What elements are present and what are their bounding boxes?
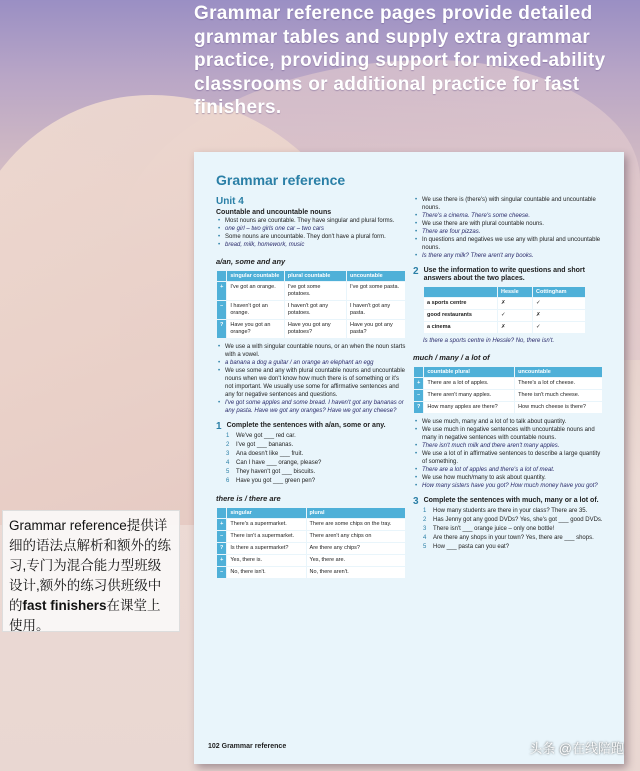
left-column xyxy=(216,196,406,579)
table-cell: Have you got an orange? xyxy=(227,320,284,338)
table-cell: Yes, there are. xyxy=(307,555,405,566)
sign-cell: – xyxy=(217,567,226,578)
unit-title: Unit 4 xyxy=(216,196,244,207)
table-header: countable plural xyxy=(424,367,514,377)
exercise-item: 4 Can I have ___ orange, please? xyxy=(226,460,322,466)
exercise-item: 1 We've got ___ red car. xyxy=(226,433,296,439)
watermark: 头条 @在线陪跑 xyxy=(529,741,624,756)
table-cell: There's a supermarket. xyxy=(227,519,305,530)
exercise-item: 5 They haven't got ___ biscuits. xyxy=(226,469,316,475)
exercise-instruction: Complete the sentences with a/an, some or any. xyxy=(226,422,386,429)
rule: • We use some and any with plural countable nouns and uncountable nouns when we don't know how much there is of something or it's not important. We usually use some for affirmative sentences and any for negative sentences and questions. xyxy=(216,367,406,399)
table-cell: I haven't got an orange. xyxy=(227,301,284,319)
rule: • Most nouns are countable. They have singular and plural forms. xyxy=(216,217,406,225)
exercise-heading: 3 Complete the sentences with much, many or a lot of. xyxy=(413,496,599,507)
table-header: Cottingham xyxy=(533,287,585,297)
table-cell: I haven't got any potatoes. xyxy=(285,301,346,319)
table-cell: There are some chips on the tray. xyxy=(307,519,405,530)
table-header: plural countable xyxy=(285,271,346,281)
rule: • We use much in negative sentences with uncountable nouns and many in negative sentences with countable nouns. xyxy=(413,426,603,442)
table-cell: I've got some potatoes. xyxy=(285,282,346,300)
table-header: uncountable xyxy=(347,271,405,281)
exercise-item: 1 How many students are there in your class? There are 35. xyxy=(423,508,588,514)
subheading: much / many / a lot of xyxy=(413,353,490,362)
sign-cell: – xyxy=(217,301,226,319)
table-cell: ✓ xyxy=(533,298,585,309)
headline: Grammar reference pages provide detailed grammar tables and supply extra grammar practice, providing support for mixed-ability classrooms or additional practice for fast finishers. xyxy=(194,3,606,118)
rule: • We use there are with plural countable nouns. xyxy=(413,220,603,228)
table-cell: No, there isn't. xyxy=(227,567,305,578)
exercise-item: 5 How ___ pasta can you eat? xyxy=(423,544,510,550)
table-cell: Have you got any pasta? xyxy=(347,320,405,338)
rule: • We use a with singular countable nouns, or an when the noun starts with a vowel. xyxy=(216,343,406,359)
example: • There isn't much milk and there aren't many apples. xyxy=(413,442,603,450)
table-cell: I haven't got any pasta. xyxy=(347,301,405,319)
subheading: a/an, some and any xyxy=(216,257,286,266)
sign-cell: + xyxy=(217,282,226,300)
exercise-heading: 2 Use the information to write questions and short answers about the two places. xyxy=(413,267,603,283)
table-cell: How many apples are there? xyxy=(424,402,514,413)
sign-cell: ? xyxy=(217,543,226,554)
table-cell: There are a lot of apples. xyxy=(424,378,514,389)
table-cell: ✗ xyxy=(533,310,585,321)
exercise-item: 2 I've got ___ bananas. xyxy=(226,442,294,448)
table-cell: I've got an orange. xyxy=(227,282,284,300)
example: • There's a cinema. There's some cheese. xyxy=(413,212,603,220)
example: • There are four pizzas. xyxy=(413,228,603,236)
rule: • In questions and negatives we use any with plural and uncountable nouns. xyxy=(413,236,603,252)
table-header: plural xyxy=(307,508,405,518)
table-cell: a cinema xyxy=(424,322,497,333)
example: • Is there any milk? There aren't any books. xyxy=(413,252,603,260)
table-cell: good restaurants xyxy=(424,310,497,321)
table-cell: There aren't many apples. xyxy=(424,390,514,401)
exercise-item: 2 Has Jenny got any good DVDs? Yes, she's got ___ good DVDs. xyxy=(423,517,603,523)
table-header: singular countable xyxy=(227,271,284,281)
table-header: singular xyxy=(227,508,305,518)
exercise-item: 3 There isn't ___ orange juice – only one bottle! xyxy=(423,526,555,532)
table-header: Hessle xyxy=(498,287,532,297)
sign-cell: + xyxy=(414,378,423,389)
table-cell: There isn't much cheese. xyxy=(515,390,602,401)
rule: • We use much, many and a lot of to talk about quantity. xyxy=(413,418,603,426)
sign-cell: – xyxy=(217,531,226,542)
table-cell: There aren't any chips on xyxy=(307,531,405,542)
sign-cell: ? xyxy=(414,402,423,413)
example: • There are a lot of apples and there's a lot of meat. xyxy=(413,466,603,474)
page-title: Grammar reference xyxy=(216,172,346,188)
sign-cell: + xyxy=(217,519,226,530)
table-cell: Are there any chips? xyxy=(307,543,405,554)
table-cell: How much cheese is there? xyxy=(515,402,602,413)
table-cell: ✓ xyxy=(533,322,585,333)
table-cell: There's a lot of cheese. xyxy=(515,378,602,389)
sign-cell: + xyxy=(217,555,226,566)
exercise-heading: 1 Complete the sentences with a/an, some or any. xyxy=(216,421,386,432)
caption-text-end: 在课堂上使用。 xyxy=(9,598,161,633)
exercise-instruction: Use the information to write questions and short answers about the two places. xyxy=(423,267,585,282)
table-cell: a sports centre xyxy=(424,298,497,309)
caption-bold: fast finishers xyxy=(22,598,107,613)
example: • a banana a dog a guitar / an orange an elephant an egg xyxy=(216,359,406,367)
textbook-page xyxy=(194,152,624,764)
example: Is there a sports centre in Hessle? No, there isn't. xyxy=(423,338,555,344)
subheading: there is / there are xyxy=(216,494,281,503)
sign-cell: – xyxy=(414,390,423,401)
rule: • We use how much/many to ask about quantity. xyxy=(413,474,603,482)
grammar-table xyxy=(413,366,603,414)
table-cell: Yes, there is. xyxy=(227,555,305,566)
page-footer: 102 Grammar reference xyxy=(208,743,287,750)
rule: • We use there is (there's) with singular countable and uncountable nouns. xyxy=(413,196,603,212)
exercise-item: 3 Ana doesn't like ___ fruit. xyxy=(226,451,304,457)
rule: • Some nouns are uncountable. They don't have a plural form. xyxy=(216,233,406,241)
table-cell: ✗ xyxy=(498,298,532,309)
sign-cell: ? xyxy=(217,320,226,338)
table-cell: Have you got any potatoes? xyxy=(285,320,346,338)
section-heading: Countable and uncountable nouns xyxy=(216,209,332,216)
places-table xyxy=(423,286,586,334)
table-header: uncountable xyxy=(515,367,602,377)
example: • one girl – two girls one car – two cars xyxy=(216,225,406,233)
table-cell: There isn't a supermarket. xyxy=(227,531,305,542)
caption-text: Grammar reference提供详细的语法点解析和额外的练习,专门为混合能力型班级设计,额外的练习供班级中的 xyxy=(9,518,171,613)
grammar-table xyxy=(216,270,406,339)
right-column xyxy=(413,196,603,552)
grammar-table xyxy=(216,507,406,579)
table-cell: ✗ xyxy=(498,322,532,333)
table-cell: No, there aren't. xyxy=(307,567,405,578)
example: • bread, milk, homework, music xyxy=(216,241,406,249)
exercise-item: 6 Have you got ___ green pen? xyxy=(226,478,316,484)
example: • I've got some apples and some bread. I haven't got any bananas or any pasta. Have we got any oranges? Have we got any cheese? xyxy=(216,399,406,415)
rule: • We use a lot of in affirmative sentences to describe a large quantity of something. xyxy=(413,450,603,466)
exercise-item: 4 Are there any shops in your town? Yes, there are ___ shops. xyxy=(423,535,594,541)
exercise-instruction: Complete the sentences with much, many or a lot of. xyxy=(423,497,599,504)
table-cell: I've got some pasta. xyxy=(347,282,405,300)
example: • How many sisters have you got? How much money have you got? xyxy=(413,482,603,490)
table-cell: Is there a supermarket? xyxy=(227,543,305,554)
table-cell: ✓ xyxy=(498,310,532,321)
caption-box xyxy=(2,510,180,632)
